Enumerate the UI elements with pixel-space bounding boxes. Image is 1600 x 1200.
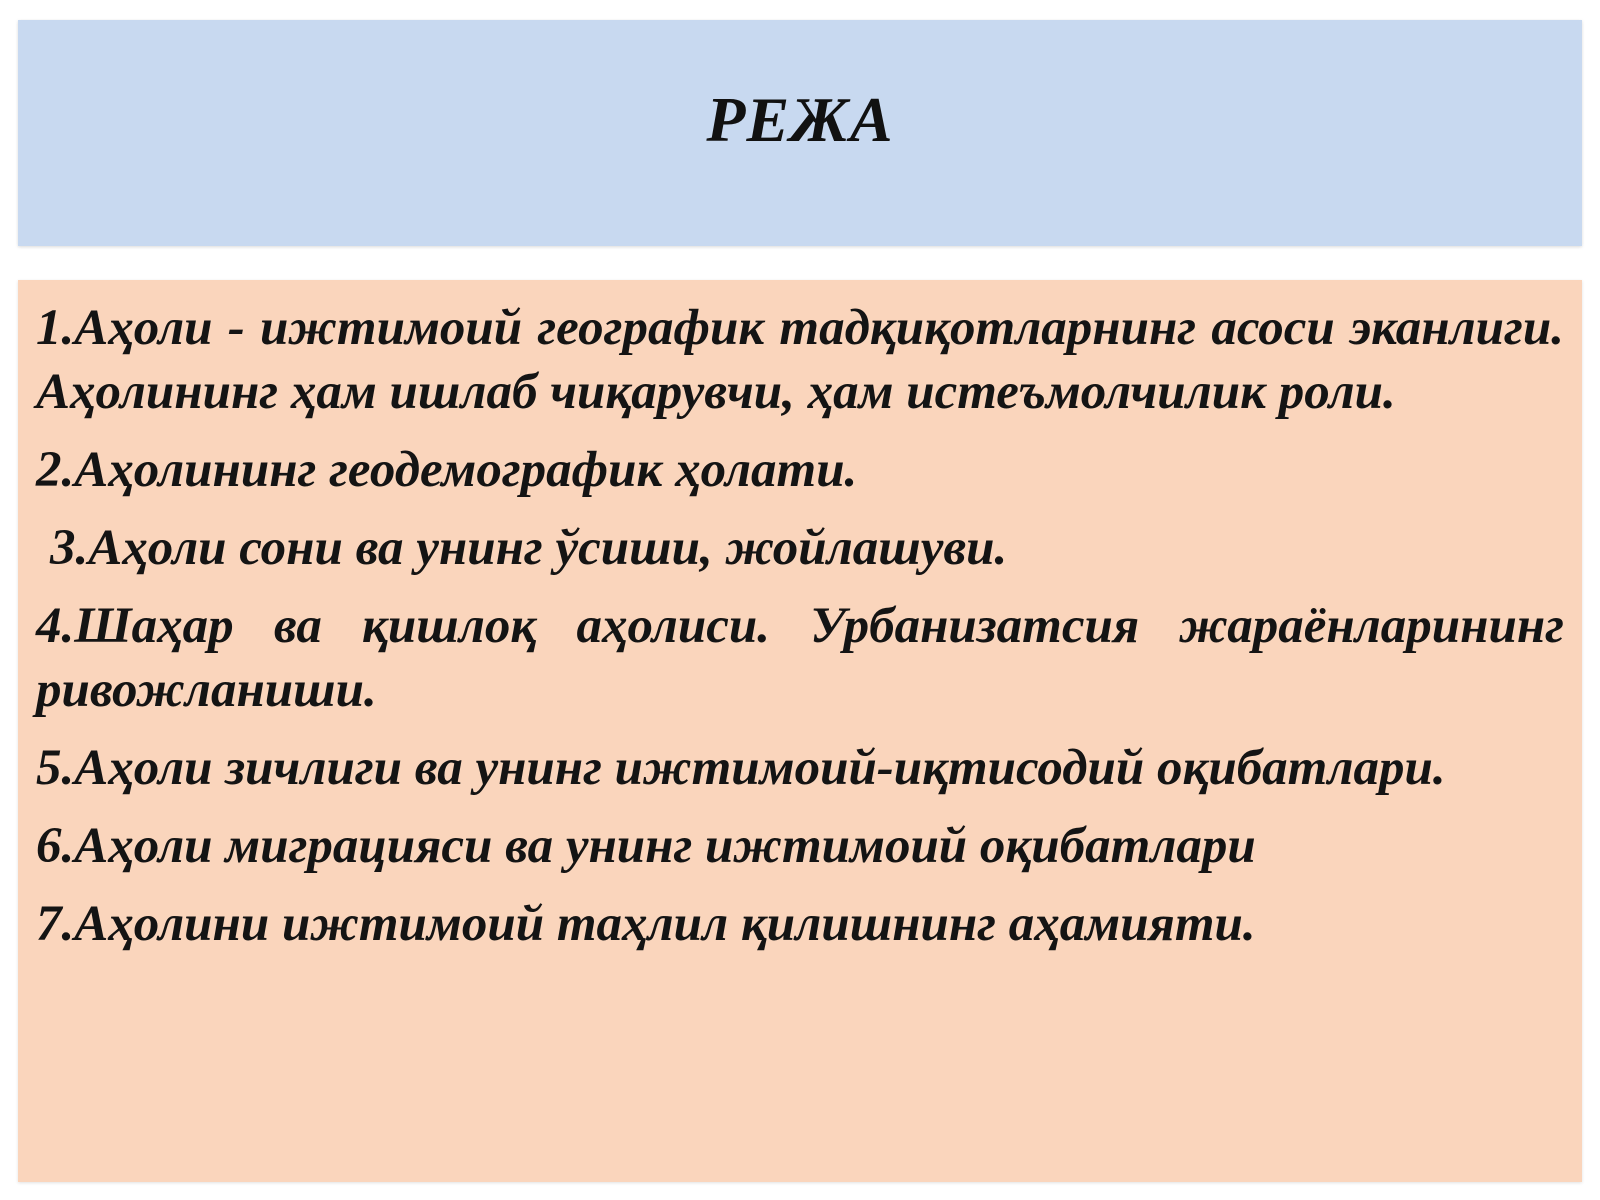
- plan-item-7: 7.Аҳолини ижтимоий таҳлил қилишнинг аҳамияти.: [36, 896, 1256, 952]
- plan-item-6: 6.Аҳоли миграцияси ва унинг ижтимоий оқибатлари: [36, 818, 1256, 874]
- plan-item-1: 1.Аҳоли - ижтимоий географик тадқиқотларнинг асоси эканлиги. Аҳолининг ҳам ишлаб чиқарувчи, ҳам истеъмолчилик роли.: [36, 300, 1564, 420]
- page-title: РЕЖА: [706, 84, 894, 155]
- plan-item-5: 5.Аҳоли зичлиги ва унинг ижтимоий-иқтисодий оқибатлари.: [36, 740, 1446, 796]
- plan-list: [36, 296, 1564, 970]
- plan-item-3: 3.Аҳоли сони ва унинг ўсиши, жойлашуви.: [50, 520, 1008, 576]
- plan-item-4: 4.Шаҳар ва қишлоқ аҳолиси. Урбанизатсия жараёнларининг ривожланиши.: [36, 598, 1564, 718]
- plan-item-2: 2.Аҳолининг геодемографик ҳолати.: [36, 442, 858, 498]
